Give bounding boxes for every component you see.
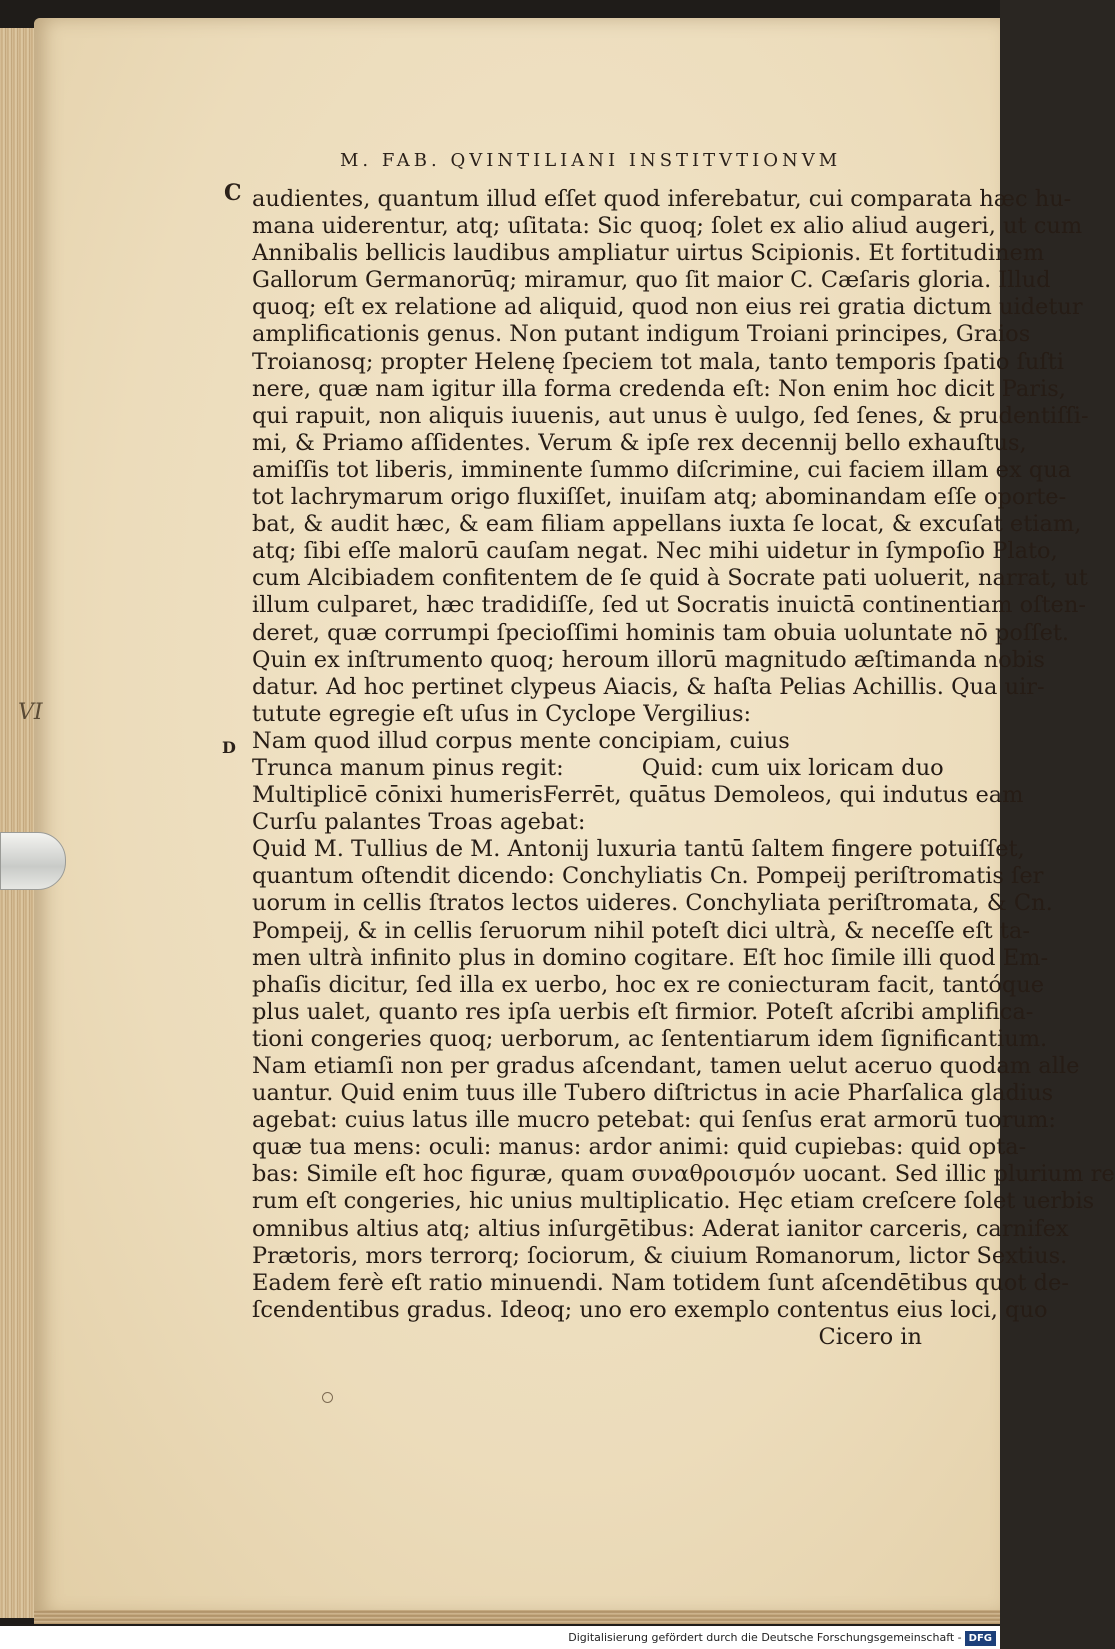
page-clip [0, 832, 66, 890]
text-line: uorum in cellis ſtratos lectos uideres. Conchyliata periſtromata, & Cn. [252, 890, 1053, 917]
page-bottom-edge [34, 1610, 1000, 1624]
text-line: Gallorum Germanorūq; miramur, quo ſit maior C. Cæſaris gloria. Illud [252, 267, 1051, 294]
text-line: omnibus altius atq; altius inſurgētibus: Aderat ianitor carceris, carnifex [252, 1215, 1069, 1242]
spine-mark: VI [18, 700, 43, 725]
verse-line: Nam quod illud corpus mente concipiam, cuius [252, 727, 790, 754]
verse-line-part: Ferrēt, quātus Demoleos, qui indutus eam [542, 782, 1024, 809]
text-line: Quin ex inſtrumento quoq; heroum illorū magnitudo æſtimanda nobis [252, 646, 1045, 673]
paragraph-1 [252, 186, 1089, 728]
text-line: qui rapuit, non aliquis iuuenis, aut unus è uulgo, ſed ſenes, & prudentiſſi- [252, 402, 1089, 429]
text-line: quantum oſtendit dicendo: Conchyliatis Cn. Pompeij periſtromatis ſer [252, 863, 1044, 890]
margin-letter-d: D [222, 738, 236, 757]
text-line: cum Alcibiadem confitentem de ſe quid à Socrate pati uoluerit, narrat, ut [252, 565, 1088, 592]
margin-letter-c: C [224, 180, 242, 206]
footer-bar [0, 1626, 1000, 1649]
text-line: agebat: cuius latus ille mucro petebat: qui ſenſus erat armorū tuorum: [252, 1107, 1056, 1134]
text-line: quoq; eſt ex relatione ad aliquid, quod non eius rei gratia dictum uidetur [252, 294, 1083, 321]
text-line: bat, & audit hæc, & eam filiam appellans iuxta ſe locat, & excuſat etiam, [252, 511, 1082, 538]
text-line: phaſis dicitur, ſed illa ex uerbo, hoc ex re coniecturam facit, tantóque [252, 971, 1045, 998]
text-line: men ultrà infinito plus in domino cogitare. Eſt hoc ſimile illi quod Em- [252, 944, 1049, 971]
text-line: nere, quæ nam igitur illa forma credenda eſt: Non enim hoc dicit Paris, [252, 375, 1066, 402]
text-line: datur. Ad hoc pertinet clypeus Aiacis, & haſta Pelias Achillis. Qua uir- [252, 673, 1045, 700]
text-line: amplificationis genus. Non putant indigum Troiani principes, Graios [252, 321, 1031, 348]
text-line: Pompeij, & in cellis ſeruorum nihil poteſt dici ultrà, & neceſſe eſt ta- [252, 917, 1030, 944]
verse-line [252, 755, 942, 782]
text-line: Prætoris, mors terrorq; ſociorum, & ciuium Romanorum, lictor Sextius. [252, 1242, 1068, 1269]
text-line: Troianosq; propter Helenę ſpeciem tot mala, tanto temporis ſpatio ſuſti [252, 348, 1064, 375]
catchword: Cicero in [818, 1323, 922, 1350]
running-header: M. FAB. QVINTILIANI INSTITVTIONVM [340, 150, 842, 171]
text-line: atq; ſibi eſſe malorū cauſam negat. Nec mihi uidetur in ſympoſio Plato, [252, 538, 1058, 565]
page-blemish [322, 1392, 333, 1403]
text-line: tioni congeries quoq; uerborum, ac ſententiarum idem ſignificantium. [252, 1025, 1048, 1052]
verse-line: Curſu palantes Troas agebat: [252, 809, 586, 836]
verse-line-part: Quid: cum uix loricam duo [641, 754, 944, 781]
text-line: deret, quæ corrumpi ſpecioſſimi hominis tam obuia uoluntate nō poſſet. [252, 619, 1070, 646]
text-line: tot lachrymarum origo fluxiſſet, inuiſam atq; abominandam eſſe oporte- [252, 484, 1067, 511]
footer-credit: Digitalisierung gefördert durch die Deutsche Forschungsgemeinschaft - [568, 1631, 962, 1644]
text-line: tutute egregie eſt uſus in Cyclope Vergilius: [252, 700, 752, 727]
text-line: mi, & Priamo aſſidentes. Verum & ipſe rex decennij bello exhauſtus, [252, 429, 1027, 456]
text-line: quæ tua mens: oculi: manus: ardor animi: quid cupiebas: quid opta- [252, 1134, 1027, 1161]
text-line: rum eſt congeries, hic unius multiplicatio. Hęc etiam creſcere ſolet uerbis [252, 1188, 1095, 1215]
text-line: amiſſis tot liberis, imminente ſummo diſcrimine, cui faciem illam ex qua [252, 456, 1072, 483]
text-line: Quid M. Tullius de M. Antonij luxuria tantū ſaltem fingere potuiſſet, [252, 836, 1025, 863]
text-line: mana uiderentur, atq; uſitata: Sic quoq; ſolet ex alio aliud augeri, ut cum [252, 213, 1083, 240]
text-line: Nam etiamſi non per gradus aſcendant, tamen uelut aceruo quodam alle [252, 1053, 1080, 1079]
text-line: Annibalis bellicis laudibus ampliatur uirtus Scipionis. Et fortitudinem [252, 240, 1045, 267]
text-line: plus ualet, quanto res ipſa uerbis eſt firmior. Poteſt aſcribi amplifica- [252, 998, 1034, 1025]
paragraph-2 [252, 836, 1115, 1324]
verse-line-part: Trunca manum pinus regit: [252, 754, 564, 781]
verse-quotation [252, 727, 1024, 836]
verse-line [252, 782, 1024, 809]
text-line: bas: Simile eſt hoc figuræ, quam συναθροισμόν uocant. Sed illic plurium re [252, 1161, 1115, 1188]
text-line: ſcendentibus gradus. Ideoq; uno ero exemplo contentus eius loci, quo [252, 1296, 1048, 1323]
body-text [252, 186, 1115, 1351]
text-line: uantur. Quid enim tuus ille Tubero diſtrictus in acie Pharſalica gladius [252, 1080, 1054, 1107]
text-line: illum culparet, hæc tradidiſſe, ſed ut Socratis inuictā continentiam oſten- [252, 592, 1086, 619]
verse-line-part: Multiplicē cōnixi humeris [252, 782, 543, 809]
text-line: audientes, quantum illud eſſet quod inferebatur, cui comparata hæc hu- [252, 186, 1072, 212]
text-line: Eadem ferè eſt ratio minuendi. Nam totidem ſunt aſcendētibus quot de- [252, 1269, 1069, 1296]
dfg-logo: DFG [965, 1631, 996, 1646]
